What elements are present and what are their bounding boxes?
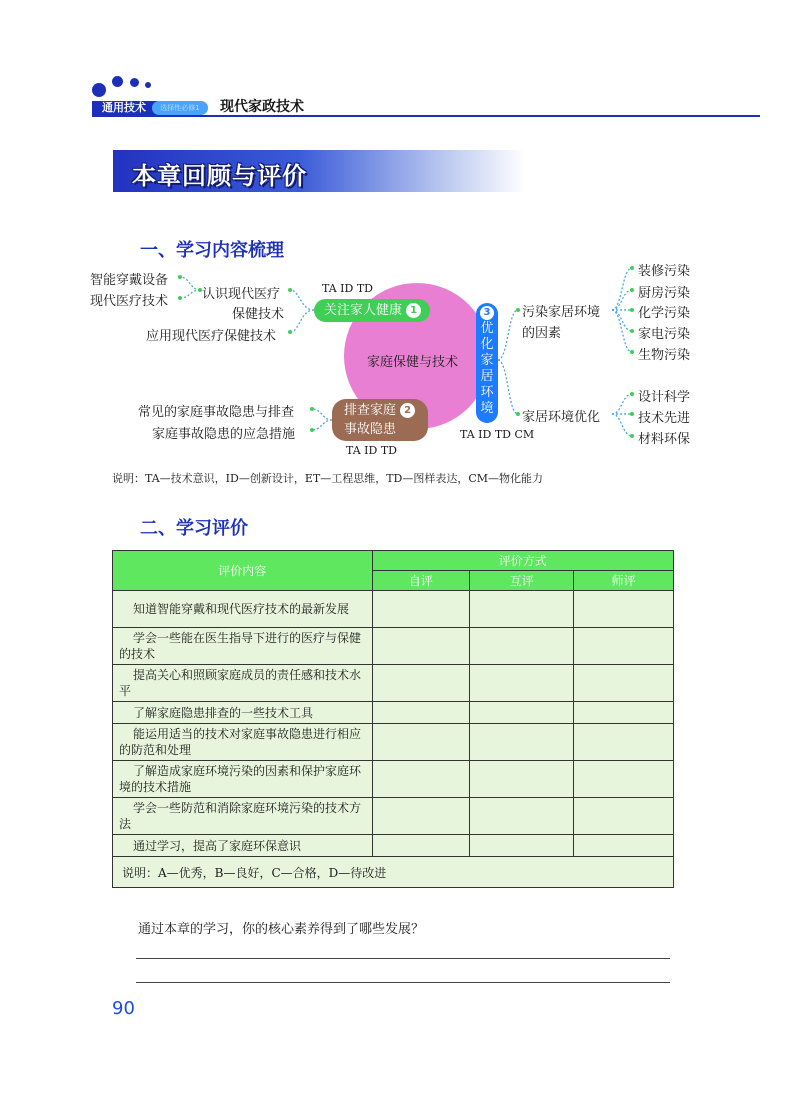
pollution-4: 家电污染 xyxy=(638,327,691,342)
self-eval-cell[interactable] xyxy=(372,702,470,724)
branch3-tags: TA ID TD CM xyxy=(460,428,535,441)
branch2-label-line2: 事故隐患 xyxy=(344,422,397,437)
teacher-eval-cell[interactable] xyxy=(574,665,674,702)
chapter-heading: 本章回顾与评价 xyxy=(132,162,307,190)
teacher-eval-cell[interactable] xyxy=(574,835,674,857)
branch3-char-6: 境 xyxy=(480,401,494,416)
evaluation-table xyxy=(112,550,674,888)
branch3-char-1: 优 xyxy=(480,321,494,336)
teacher-eval-cell[interactable] xyxy=(574,761,674,798)
peer-eval-cell[interactable] xyxy=(470,835,574,857)
branch2-leaf1: 常见的家庭事故隐患与排查 xyxy=(138,405,295,420)
branch1-sub2: 应用现代医疗保健技术 xyxy=(146,329,277,344)
branch1-tags: TA ID TD xyxy=(322,282,373,295)
answer-line-2[interactable] xyxy=(136,982,670,983)
peer-eval-cell[interactable] xyxy=(470,761,574,798)
pollution-5: 生物污染 xyxy=(638,348,691,363)
row-item: 学会一些防范和消除家庭环境污染的技术方法 xyxy=(113,798,373,835)
col-peer-eval: 互评 xyxy=(470,571,574,591)
header-series: 选择性必修1 xyxy=(152,101,208,115)
branch1-num: 1 xyxy=(406,303,421,318)
branch2-tags: TA ID TD xyxy=(346,444,397,457)
answer-line-1[interactable] xyxy=(136,958,670,959)
branch3-sub2: 家居环境优化 xyxy=(522,410,601,425)
self-eval-cell[interactable] xyxy=(372,724,470,761)
teacher-eval-cell[interactable] xyxy=(574,724,674,761)
pollution-2: 厨房污染 xyxy=(638,286,691,301)
self-eval-cell[interactable] xyxy=(372,835,470,857)
table-row xyxy=(113,702,674,724)
teacher-eval-cell[interactable] xyxy=(574,628,674,665)
row-item: 了解家庭隐患排查的一些技术工具 xyxy=(113,702,373,724)
branch1-sub-a: 认识现代医疗 xyxy=(202,287,281,302)
branch1-label: 关注家人健康 xyxy=(324,303,403,318)
reflection-prompt: 通过本章的学习，你的核心素养得到了哪些发展？ xyxy=(138,922,425,937)
optimize-2: 技术先进 xyxy=(638,411,691,426)
branch3-sub1-line2: 的因素 xyxy=(522,326,562,341)
table-row xyxy=(113,835,674,857)
branch1-sub-b: 保健技术 xyxy=(232,307,285,322)
row-item: 学会一些能在医生指导下进行的医疗与保健的技术 xyxy=(113,628,373,665)
header-subject: 通用技术 xyxy=(92,101,180,115)
col-method-header: 评价方式 xyxy=(372,551,673,571)
teacher-eval-cell[interactable] xyxy=(574,591,674,628)
teacher-eval-cell[interactable] xyxy=(574,702,674,724)
table-row xyxy=(113,591,674,628)
pollution-3: 化学污染 xyxy=(638,306,691,321)
branch2-leaf2: 家庭事故隐患的应急措施 xyxy=(152,427,296,442)
branch3-node xyxy=(476,303,498,423)
table-row xyxy=(113,798,674,835)
peer-eval-cell[interactable] xyxy=(470,798,574,835)
branch3-num: 3 xyxy=(480,306,494,320)
table-row xyxy=(113,665,674,702)
table-note: 说明：A—优秀，B—良好，C—合格，D—待改进 xyxy=(113,857,674,888)
peer-eval-cell[interactable] xyxy=(470,665,574,702)
peer-eval-cell[interactable] xyxy=(470,702,574,724)
table-row xyxy=(113,628,674,665)
row-item: 能运用适当的技术对家庭事故隐患进行相应的防范和处理 xyxy=(113,724,373,761)
header-book-title: 现代家政技术 xyxy=(220,99,304,115)
branch3-sub1-line1: 污染家居环境 xyxy=(522,305,601,320)
teacher-eval-cell[interactable] xyxy=(574,798,674,835)
optimize-1: 设计科学 xyxy=(638,390,691,405)
branch1-node xyxy=(314,299,430,322)
row-item: 知道智能穿戴和现代医疗技术的最新发展 xyxy=(113,591,373,628)
self-eval-cell[interactable] xyxy=(372,628,470,665)
row-item: 了解造成家庭环境污染的因素和保护家庭环境的技术措施 xyxy=(113,761,373,798)
self-eval-cell[interactable] xyxy=(372,665,470,702)
section1-title: 一、学习内容梳理 xyxy=(140,240,284,261)
table-row xyxy=(113,724,674,761)
branch3-char-5: 环 xyxy=(480,385,494,400)
col-self-eval: 自评 xyxy=(372,571,470,591)
center-label: 家庭保健与技术 xyxy=(367,355,459,370)
branch3-char-2: 化 xyxy=(480,337,494,352)
col-teacher-eval: 师评 xyxy=(574,571,674,591)
branch2-node xyxy=(332,399,428,441)
col-content-header: 评价内容 xyxy=(113,551,373,591)
section2-title: 二、学习评价 xyxy=(140,518,248,539)
section1-note: 说明：TA—技术意识，ID—创新设计，ET—工程思维，TD—图样表达，CM—物化能力 xyxy=(112,472,544,485)
branch2-num: 2 xyxy=(400,403,415,418)
peer-eval-cell[interactable] xyxy=(470,591,574,628)
pollution-1: 装修污染 xyxy=(638,264,691,279)
table-row xyxy=(113,761,674,798)
optimize-3: 材料环保 xyxy=(638,432,691,447)
branch3-char-4: 居 xyxy=(480,369,494,384)
peer-eval-cell[interactable] xyxy=(470,724,574,761)
branch3-char-3: 家 xyxy=(480,353,494,368)
self-eval-cell[interactable] xyxy=(372,591,470,628)
self-eval-cell[interactable] xyxy=(372,798,470,835)
self-eval-cell[interactable] xyxy=(372,761,470,798)
branch2-label-line1: 排查家庭 xyxy=(344,403,397,418)
peer-eval-cell[interactable] xyxy=(470,628,574,665)
row-item: 提高关心和照顾家庭成员的责任感和技术水平 xyxy=(113,665,373,702)
row-item: 通过学习，提高了家庭环保意识 xyxy=(113,835,373,857)
branch1-leaf2: 现代医疗技术 xyxy=(90,294,169,309)
page-number: 90 xyxy=(112,998,135,1019)
branch1-leaf1: 智能穿戴设备 xyxy=(90,273,169,288)
